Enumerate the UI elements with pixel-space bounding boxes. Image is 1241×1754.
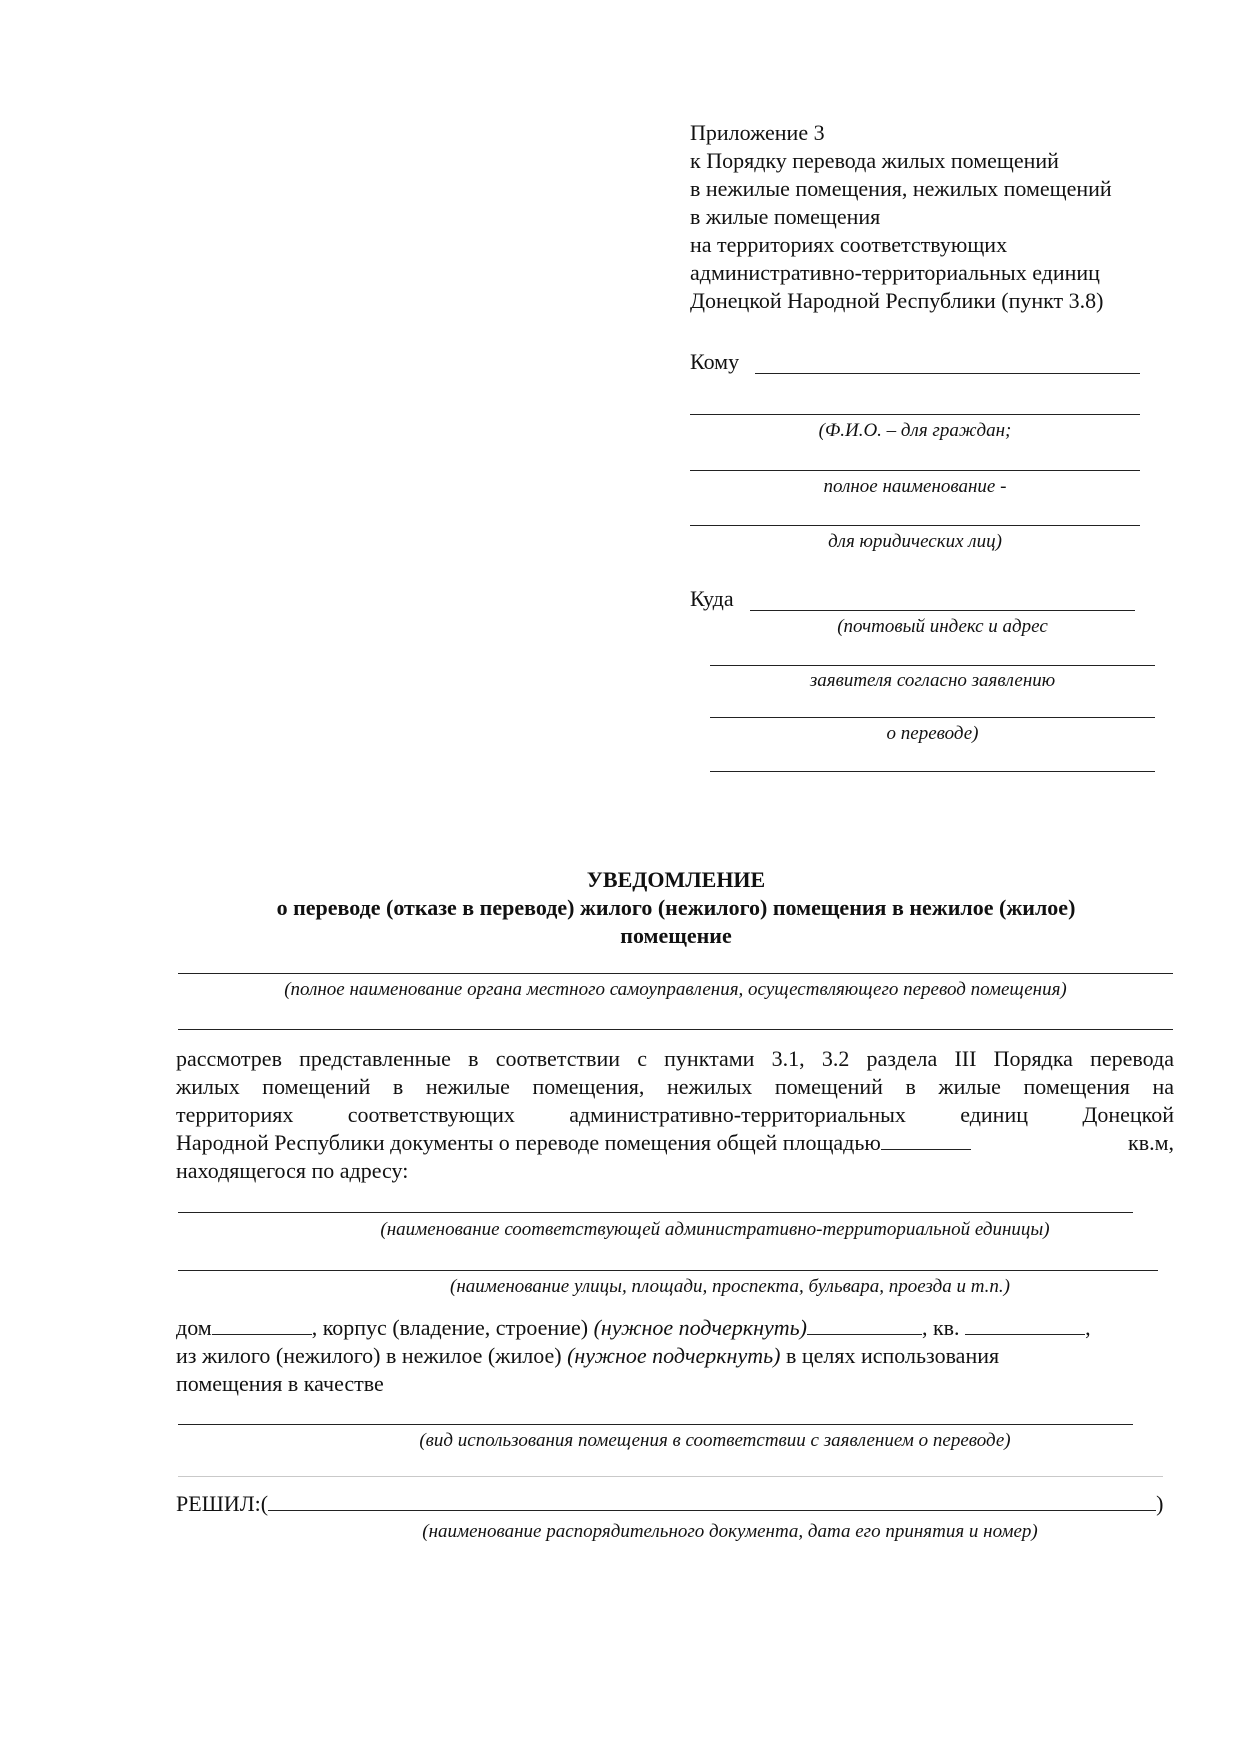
admin-unit-caption: (наименование соответствующей административно-территориальной единицы) xyxy=(380,1219,1050,1240)
area-field[interactable] xyxy=(881,1131,971,1150)
street-caption: (наименование улицы, площади, проспекта, бульвара, проезда и т.п.) xyxy=(450,1276,1010,1297)
body-line: рассмотрев представленные в соответствии с пунктами 3.1, 3.2 раздела III Порядка перевода xyxy=(176,1046,1174,1071)
apartment-field[interactable] xyxy=(965,1316,1085,1335)
annex-line: Донецкой Народной Республики (пункт 3.8) xyxy=(690,288,1104,313)
house-field[interactable] xyxy=(212,1316,312,1335)
admin-unit-field-line[interactable] xyxy=(178,1212,1133,1213)
address-caption: (почтовый индекс и адрес xyxy=(837,616,1048,637)
decision-line xyxy=(176,1490,1163,1518)
area-label: Народной Республики документы о переводе помещения общей площадью xyxy=(176,1130,881,1155)
apartment-label: , кв. xyxy=(921,1315,960,1340)
address-field-line[interactable] xyxy=(710,665,1155,666)
recipient-caption: (Ф.И.О. – для граждан; xyxy=(818,420,1012,441)
usage-line: помещения в качестве xyxy=(176,1371,384,1396)
recipient-field-line[interactable] xyxy=(690,414,1140,415)
body-line: территориях соответствующих административно-территориальных единиц Донецкой xyxy=(176,1102,1174,1127)
document-subtitle: о переводе (отказе в переводе) жилого (нежилого) помещения в нежилое (жилое) xyxy=(276,895,1076,920)
recipient-caption: полное наименование - xyxy=(823,476,1007,497)
address-field-line[interactable] xyxy=(710,717,1155,718)
area-unit: кв.м, xyxy=(1128,1130,1174,1155)
authority-caption: (полное наименование органа местного самоуправления, осуществляющего перевод помещения) xyxy=(284,979,1067,1000)
body-paragraph xyxy=(176,1045,1174,1185)
annex-line: Приложение 3 xyxy=(690,120,825,145)
house-label: дом xyxy=(176,1315,212,1340)
conversion-line xyxy=(176,1342,999,1370)
authority-field-line[interactable] xyxy=(178,973,1173,974)
annex-line: административно-территориальных единиц xyxy=(690,260,1100,285)
annex-line: на территориях соответствующих xyxy=(690,232,1008,257)
address-caption: о переводе) xyxy=(886,723,979,744)
underline-hint: (нужное подчеркнуть) xyxy=(567,1343,781,1368)
address-caption: заявителя согласно заявлению xyxy=(809,670,1056,691)
recipient-caption: для юридических лиц) xyxy=(828,531,1002,552)
decision-field[interactable] xyxy=(268,1492,1156,1511)
body-line: находящегося по адресу: xyxy=(176,1158,409,1183)
recipient-field-line[interactable] xyxy=(755,373,1140,374)
building-field[interactable] xyxy=(807,1316,922,1335)
street-field-line[interactable] xyxy=(178,1270,1158,1271)
address-field-line[interactable] xyxy=(710,771,1155,772)
document-subtitle: помещение xyxy=(620,923,732,948)
annex-line: к Порядку перевода жилых помещений xyxy=(690,148,1059,173)
house-line xyxy=(176,1314,1091,1342)
decision-label: РЕШИЛ:( xyxy=(176,1491,269,1516)
body-line xyxy=(176,1129,1174,1157)
comma: , xyxy=(1085,1315,1091,1340)
document-title: УВЕДОМЛЕНИЕ xyxy=(586,867,766,892)
usage-field-line[interactable] xyxy=(178,1424,1133,1425)
conversion-text: из жилого (нежилого) в нежилое (жилое) xyxy=(176,1343,562,1368)
building-label: , корпус (владение, строение) xyxy=(311,1315,589,1340)
conversion-purpose: в целях использования xyxy=(785,1343,1000,1368)
body-line: жилых помещений в нежилые помещения, нежилых помещений в жилые помещения на xyxy=(176,1074,1174,1099)
recipient-field-line[interactable] xyxy=(690,470,1140,471)
authority-field-line[interactable] xyxy=(178,1029,1173,1030)
annex-line: в нежилые помещения, нежилых помещений xyxy=(690,176,1112,201)
address-label: Куда xyxy=(690,586,734,611)
recipient-field-line[interactable] xyxy=(690,525,1140,526)
underline-hint: (нужное подчеркнуть) xyxy=(593,1315,807,1340)
usage-caption: (вид использования помещения в соответствии с заявлением о переводе) xyxy=(419,1430,1011,1451)
annex-line: в жилые помещения xyxy=(690,204,881,229)
decision-caption: (наименование распорядительного документа, дата его принятия и номер) xyxy=(422,1521,1038,1542)
address-field-line[interactable] xyxy=(750,610,1135,611)
decision-close: ) xyxy=(1156,1491,1164,1516)
annex-header xyxy=(690,119,1112,315)
divider xyxy=(178,1476,1163,1477)
recipient-label: Кому xyxy=(690,349,740,374)
